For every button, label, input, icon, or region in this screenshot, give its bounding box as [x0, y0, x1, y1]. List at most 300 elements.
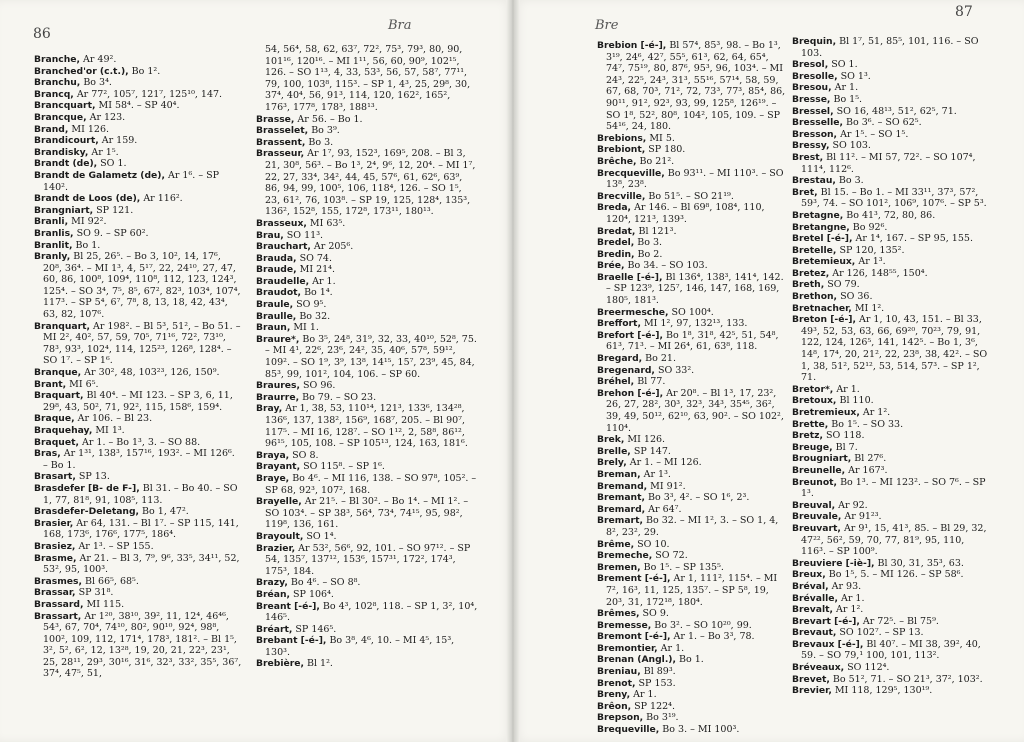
entry-references: Bo 32. — [296, 310, 331, 322]
entry-references: SO 36. — [837, 291, 873, 303]
entry-surname: Brayoult, — [256, 530, 304, 542]
index-entry — [256, 658, 478, 670]
entry-surname: Breton [-é-], — [792, 314, 856, 326]
index-entry — [256, 148, 478, 218]
entry-references: Ar 1³. — [855, 256, 886, 268]
index-entry — [792, 465, 992, 477]
index-entry — [792, 558, 992, 570]
entry-surname: Breux, — [792, 569, 826, 581]
entry-surname: Braudot, — [256, 287, 302, 299]
entry-references: Ar 91²³. — [841, 511, 882, 523]
entry-surname: Brauda, — [256, 252, 297, 264]
entry-surname: Breth, — [792, 279, 825, 291]
entry-references: Bo 1⁵, 5. – MI 126. – SP 58⁶. — [825, 569, 964, 581]
index-entry — [256, 589, 478, 601]
entry-references: Bo 3. — [305, 136, 334, 148]
entry-references: SO 112⁴. — [844, 662, 890, 674]
entry-surname: Bréan, — [256, 588, 290, 600]
entry-surname: Bregenard, — [597, 364, 655, 376]
index-entry — [792, 175, 992, 187]
index-entry — [256, 601, 478, 624]
entry-surname: Brette, — [792, 418, 829, 430]
index-entry — [597, 133, 787, 145]
entry-references: MI 5. — [646, 132, 675, 144]
entry-references: Bl 89³. — [640, 666, 676, 678]
entry-references: SO 9⁵. — [293, 299, 327, 311]
entry-references: Bl 66⁵, 68⁵. — [81, 575, 139, 587]
entry-references: Ar 1³¹, 138³, 157¹⁶, 193². – MI 126⁶. – Bo 1. — [43, 448, 235, 471]
entry-surname: Brevalt, — [792, 604, 833, 616]
entry-references: Bl 136⁴, 138³, 141⁴, 142. – SP 123⁹, 125⁷, 146, 147, 168, 169, 180⁵, 181³. — [606, 271, 784, 307]
index-entry — [256, 496, 478, 531]
index-entry — [597, 237, 787, 249]
entry-references: SO 8. — [289, 449, 319, 461]
entry-surname: Braquehay, — [34, 425, 93, 436]
entry-surname: Brévalle, — [792, 592, 838, 604]
index-entry — [34, 506, 242, 518]
index-entry — [792, 384, 992, 396]
entry-surname: Braure*, — [256, 333, 300, 345]
index-entry — [597, 365, 787, 377]
index-entry — [792, 222, 992, 234]
entry-surname: Brasselet, — [256, 125, 309, 137]
entry-surname: Bremant, — [597, 492, 645, 504]
right-page — [513, 0, 1024, 742]
entry-references: Ar 1. — [837, 592, 865, 604]
entry-surname: Breuval, — [792, 499, 836, 511]
entry-references: SP 121. — [93, 204, 134, 216]
index-entry — [792, 604, 992, 616]
entry-surname: Bregard, — [597, 353, 643, 365]
entry-references: Ar 1⁵. – SO 1⁵. — [837, 128, 909, 140]
entry-surname: Bredel, — [597, 237, 635, 249]
entry-surname: Braures, — [256, 380, 300, 392]
entry-surname: Branli, — [34, 216, 69, 228]
entry-surname: Brayelle, — [256, 496, 302, 508]
entry-references: SP 153. — [635, 677, 676, 689]
entry-surname: Branque, — [34, 367, 82, 379]
index-entry — [792, 152, 992, 175]
entry-surname: Braurre, — [256, 391, 300, 403]
index-entry — [792, 140, 992, 152]
entry-references: Bo 4⁶. – MI 116, 138. – SO 97⁸, 105². – SP 68, 92³, 107², 168. — [265, 472, 477, 496]
entry-surname: Bremart, — [597, 515, 643, 527]
index-entry — [597, 666, 787, 678]
index-entry — [34, 100, 242, 112]
entry-references: Bo 1⁵. – SP 135⁵. — [640, 561, 724, 573]
entry-surname: Bresou, — [792, 82, 832, 94]
entry-surname: Bret, — [792, 186, 818, 198]
entry-surname: Brême, — [597, 538, 635, 550]
index-entry — [792, 256, 992, 268]
entry-references: Ar 1. — [309, 275, 336, 287]
entry-references: Bl 31. – Bo 40. – SO 1, 77, 81⁸, 91, 108⁵, 113. — [43, 482, 238, 506]
entry-references: SP 120, 135². — [836, 244, 905, 256]
entry-surname: Brevart [-é-], — [792, 615, 860, 627]
entry-references: Bo 21². — [636, 155, 675, 167]
entry-references: SO 1. — [828, 59, 858, 71]
entry-references: Ar 20⁸. – Bl 1³, 17, 23², 26, 27, 28², 30³, 32³, 34³, 35⁴⁵, 36², 39, 49, 50¹², 62¹⁰, 63, 90². – SO 102², 110⁴. — [606, 387, 784, 434]
entry-surname: Brebions, — [597, 132, 647, 144]
entry-surname: Breermesche, — [597, 306, 669, 318]
entry-surname: Braule, — [256, 299, 294, 311]
index-entry — [34, 576, 242, 588]
index-entry — [34, 240, 242, 252]
entry-references: SO 1. — [97, 158, 127, 170]
entry-references: MI 1². — [851, 302, 885, 314]
entry-references: Bl 7. — [832, 441, 858, 453]
entry-references: Bo 1⁵. – SO 33. — [828, 418, 904, 430]
index-entry — [34, 587, 242, 599]
entry-surname: Braya, — [256, 449, 290, 461]
entry-references: Bo 3³, 4². – SO 1⁶, 2³. — [644, 492, 750, 504]
index-entry — [792, 662, 992, 674]
entry-references: Ar 9¹, 15, 41³, 85. – Bl 29, 32, 47²², 56², 59, 70, 77, 81⁹, 95, 110, 116³. – SP 100⁹. — [801, 522, 987, 558]
entry-surname: Branly, — [34, 251, 71, 263]
entry-surname: Brebiont, — [597, 144, 646, 156]
index-entry — [597, 724, 787, 736]
index-entry — [34, 54, 242, 66]
index-entry — [792, 129, 992, 141]
index-entry — [597, 492, 787, 504]
entry-references: Ar 56. – Bo 1. — [294, 113, 363, 125]
entry-surname: Brenot, — [597, 677, 636, 689]
entry-references: Bo 1. — [72, 239, 101, 251]
entry-references: Ar 1⁵. — [88, 146, 119, 158]
entry-surname: Brazy, — [256, 577, 288, 589]
index-entry — [34, 367, 242, 379]
index-entry — [597, 481, 787, 493]
entry-surname: Brefort [-é-], — [597, 329, 663, 341]
entry-references: SO 33². — [654, 364, 695, 376]
entry-references: Bo 3. – MI 100³. — [659, 724, 740, 736]
entry-surname: Brevaut, — [792, 627, 837, 639]
entry-references: Bl 25, 26⁵. – Bo 3, 10², 14, 17⁶, 20⁸, 36⁴. – MI 1³, 4, 5¹⁷, 22, 24¹⁰, 27, 47, 60, 86, 100⁸, 109⁴, 110⁸, 112, 123, 124³, 125⁴. – SO 3⁴, 7⁵, 8⁵, 67², 82³, 103⁴, 107⁴, 117³. – SP 5⁴, 6⁷, 7⁸, 8, 13, 18, 42, 43⁴, 63, 82, 107⁶. — [43, 251, 241, 321]
index-entry — [792, 291, 992, 303]
entry-references: Ar 167³. — [845, 464, 888, 476]
entry-surname: Brevet, — [792, 673, 830, 685]
index-entry — [597, 469, 787, 481]
entry-surname: Brevaux [-é-], — [792, 638, 864, 650]
entry-surname: Brement [-é-], — [597, 573, 671, 585]
entry-references: Ar 1³. – SP 155. — [75, 540, 154, 552]
entry-surname: Bréveaux, — [792, 662, 845, 674]
entry-surname: Breuviere [-iè-], — [792, 557, 875, 569]
entry-surname: Bray, — [256, 403, 283, 415]
index-entry — [256, 403, 478, 449]
index-entry — [256, 531, 478, 543]
entry-surname: Bras, — [34, 448, 61, 460]
entry-references: Bo 41³, 72, 80, 86. — [843, 209, 936, 221]
entry-references: Bo 93¹¹. – MI 110³. – SO 13⁸, 23⁸. — [606, 167, 784, 191]
entry-references: Bo 3². – SO 10²⁰, 99. — [651, 619, 752, 631]
index-entry — [597, 631, 787, 643]
index-entry — [792, 245, 992, 257]
page-number-right: 87 — [955, 4, 973, 20]
entry-references: SO 10. — [634, 538, 670, 550]
entry-surname: Brepson, — [597, 712, 644, 724]
index-entry — [256, 392, 478, 404]
index-entry — [256, 635, 478, 658]
entry-references: Bl 77. — [634, 376, 666, 388]
entry-surname: Brasdefer [B- de F-], — [34, 482, 140, 494]
entry-surname: Breny, — [597, 689, 631, 701]
index-entry — [792, 500, 992, 512]
entry-references: Bo 3. — [835, 175, 864, 187]
index-entry — [34, 193, 242, 205]
entry-surname: Brandt de Loos (de), — [34, 193, 141, 205]
entry-references: Bo 1³. – MI 123². – SO 7⁶. – SP 1³. — [801, 476, 986, 500]
entry-surname: Brest, — [792, 151, 824, 163]
entry-references: Ar 64, 131. – Bl 1⁷. – SP 115, 141, 168, 173⁶, 176⁶, 177⁵, 186⁴. — [43, 517, 239, 541]
entry-references: MI 118, 129⁵, 130¹⁹. — [831, 685, 933, 697]
entry-references: Ar 1. – Bo 1³, 3. – SO 88. — [78, 436, 201, 448]
entry-surname: Bremeche, — [597, 550, 653, 562]
entry-surname: Braye, — [256, 472, 290, 484]
entry-surname: Breuvale, — [792, 511, 842, 523]
index-entry — [792, 210, 992, 222]
entry-surname: Braulle, — [256, 310, 297, 322]
index-entry — [597, 40, 787, 133]
entry-references: 54, 56⁴, 58, 62, 63⁷, 72², 75³, 79³, 80, 90, 101¹⁶, 120¹⁶. – MI 1¹¹, 56, 60, 90⁹, 102¹⁵, 126. – SO 1¹³, 4, 33, 53³, 56, 57, 58⁷, 77¹¹, 79, 100, 103⁸, 115³. – SP 1, 4³, 25, 29⁸, 30, 37⁴, 40⁴, 56, 91³, 114, 120, 162², 165², 176³, 177⁸, 178³, 188¹³. — [265, 44, 471, 113]
book-gutter — [506, 0, 520, 742]
entry-surname: Brau, — [256, 229, 284, 241]
entry-references: Bo 3. — [634, 237, 663, 249]
index-entry — [34, 611, 242, 681]
index-entry — [792, 419, 992, 431]
entry-surname: Breniau, — [597, 666, 641, 678]
entry-surname: Bresson, — [792, 128, 838, 140]
index-entry — [34, 413, 242, 425]
index-column-right-2 — [792, 36, 992, 697]
index-entry — [256, 253, 478, 265]
entry-surname: Branlis, — [34, 227, 74, 239]
entry-surname: Brasdefer-Deletang, — [34, 506, 140, 518]
entry-surname: Bréhel, — [597, 376, 635, 388]
index-entry — [256, 322, 478, 334]
entry-references: Ar 30², 48, 103²³, 126, 150⁹. — [81, 367, 220, 379]
index-entry — [597, 712, 787, 724]
entry-references: Ar 21. – Bl 3, 7⁹, 9⁶, 33⁵, 34¹¹, 52, 53², 95, 100³. — [43, 552, 240, 576]
index-entry — [34, 170, 242, 193]
entry-references: Ar 64⁷. — [645, 503, 682, 515]
entry-surname: Brancquart, — [34, 100, 96, 112]
index-entry — [792, 233, 992, 245]
entry-references: Ar 1, 10, 43, 151. – Bl 33, 49³, 52, 53, 63, 66, 69²⁰, 70²³, 79, 91, 122, 124, 126⁵, 141, 142⁵. – Bo 1, 3⁶, 14⁸, 17⁴, 20, 21², 22, 23⁸, 38, 42². – SO 1, 38, 51², 52¹², 53, 514, 57³. – SP 1², 71. — [801, 314, 988, 384]
entry-surname: Brequeville, — [597, 724, 660, 736]
entry-references: Bl 110. — [836, 395, 874, 407]
index-entry — [792, 453, 992, 465]
entry-references: MI 92². — [68, 216, 107, 228]
index-entry — [792, 117, 992, 129]
entry-references: Bo 1⁴. — [301, 287, 333, 299]
entry-references: Ar 93. — [828, 580, 862, 592]
entry-references: MI 1³. — [92, 425, 125, 436]
entry-surname: Brandisky, — [34, 146, 89, 158]
index-entry — [597, 678, 787, 690]
entry-references: Ar 146. – Bl 69⁸, 108⁴, 110, 120⁴, 121³, 139³. — [606, 202, 765, 225]
index-entry — [597, 226, 787, 238]
entry-references: Bo 79. – SO 23. — [299, 391, 377, 403]
entry-references: Ar 1². — [833, 604, 864, 616]
entry-references: Bo 3⁶. – SO 62⁵. — [842, 117, 922, 129]
entry-surname: Brasseur, — [256, 148, 305, 160]
index-entry — [792, 616, 992, 628]
index-entry — [34, 599, 242, 611]
index-entry — [34, 77, 242, 89]
entry-references: Bo 3⁵, 24⁸, 31⁹, 32, 33, 40¹⁰, 52⁸, 75. – MI 4¹, 22⁶, 23⁶, 24², 35, 40⁶, 57⁸, 59¹², 109². – SO 1⁹, 3⁹, 13⁸, 14¹⁵, 15⁷, 23⁹, 45, 84, 85³, 99, 101², 104, 106. – SP 60. — [265, 333, 477, 380]
entry-references: Bo 1⁵. — [830, 93, 863, 105]
entry-references: Bo 1². — [128, 65, 161, 77]
entry-references: Ar 1²⁰, 38¹⁰, 39², 11, 12⁴, 46⁴⁶, 54³, 67, 70⁴, 74¹⁰, 80², 90¹⁰, 92⁴, 98⁸, 100², 109, 112, 171⁴, 178³, 181². – Bl 1⁵, 3², 5², 6², 12, 13²⁸, 19, 20, 21, 22³, 23¹, 25, 28¹¹, 29³, 30¹⁶, 31⁶, 32³, 33², 35⁵, 36⁷, 37⁴, 47⁵, 51, — [43, 610, 242, 680]
entry-surname: Bremen, — [597, 561, 641, 573]
entry-surname: Branched'or (c.t.), — [34, 65, 129, 77]
index-entry — [256, 114, 478, 126]
index-entry — [256, 218, 478, 230]
entry-references: Ar 21⁵. – Bl 30². – Bo 1⁴. – MI 1². – SO 103⁴. – SP 38³, 56⁴, 73⁴, 74¹⁵, 95, 98², 119⁸, 136, 161. — [265, 496, 469, 531]
index-entry — [34, 483, 242, 506]
entry-references: Bo 3⁸, 4⁶, 10. – MI 4⁵, 15³, 130³. — [265, 635, 455, 658]
entry-references: Ar 1³. — [640, 468, 671, 480]
index-entry — [597, 168, 787, 191]
index-entry — [34, 437, 242, 449]
entry-surname: Braelle [-é-], — [597, 271, 663, 283]
entry-references: Ar 1². — [859, 407, 891, 418]
entry-references: SO 102⁷. – SP 13. — [836, 627, 924, 639]
entry-references: Bl 57⁴, 85³, 98. – Bo 1³, 3¹⁹, 24⁶, 42⁷, 55⁵, 61³, 62, 64, 65⁴, 74⁷, 75¹⁹, 80, 87⁶, 95³, 96, 103⁴. – MI 24³, 22⁵, 24³, 31³, 55¹⁶, 57¹⁴, 58, 59, 67, 68, 70³, 71², 72, 73³, 77³, 85⁴, 86, 90¹¹, 91², 92³, 93, 99, 125⁸, 126¹⁹. – SO 1⁸, 52², 80⁸, 104², 105, 109. – SP 54¹⁶, 24, 180. — [606, 40, 786, 133]
entry-surname: Bressel, — [792, 105, 834, 117]
entry-surname: Bretremieux, — [792, 407, 860, 418]
entry-references: Bl 11². – MI 57, 72². – SO 107⁴, 111⁴, 112⁶. — [801, 151, 976, 175]
index-entry — [34, 228, 242, 240]
index-entry — [256, 624, 478, 636]
index-entry — [597, 318, 787, 330]
entry-references: SO 74. — [296, 252, 332, 264]
index-entry — [597, 260, 787, 272]
index-entry — [597, 643, 787, 655]
index-column-left-2 — [256, 44, 478, 670]
entry-surname: Breunot, — [792, 476, 838, 488]
index-entry — [256, 461, 478, 473]
entry-references: SP 122⁴. — [631, 700, 676, 712]
entry-surname: Braude, — [256, 264, 297, 276]
entry-references: Bl 27⁶. — [851, 453, 887, 465]
index-entry — [34, 251, 242, 321]
entry-references: Ar 53², 56⁶, 92, 101. – SO 97¹². – SP 54, 135⁷, 137¹², 153⁶, 157³¹, 172², 174³, 175³, 184. — [265, 542, 471, 577]
entry-references: SO 100⁴. — [668, 306, 714, 318]
index-entry — [597, 249, 787, 261]
entry-references: Ar 1. — [657, 642, 685, 654]
entry-references: Bo 51², 71. – SO 21³, 37², 103². — [829, 673, 983, 685]
index-entry — [792, 523, 992, 558]
index-entry — [597, 434, 787, 446]
entry-surname: Brequin, — [792, 36, 837, 47]
index-entry — [597, 156, 787, 168]
entry-references: Ar 205⁶. — [310, 241, 354, 253]
index-entry — [792, 94, 992, 106]
entry-references: Ar 198². – Bl 5³, 51², – Bo 51. – MI 2², 40², 57, 59, 70⁵, 71¹⁶, 72², 73¹⁰, 78³, 93³, 102⁴, 114, 125²³, 126⁸, 128⁴. – SO 1⁷. – SP 1⁶. — [43, 320, 241, 367]
entry-surname: Brêmes, — [597, 608, 640, 620]
index-entry — [256, 125, 478, 137]
index-entry — [597, 515, 787, 538]
entry-surname: Brevier, — [792, 685, 832, 697]
index-entry — [792, 407, 992, 419]
entry-surname: Brauchart, — [256, 241, 311, 253]
entry-references: Ar 1. – Bo 3³, 78. — [670, 631, 755, 643]
index-entry — [597, 307, 787, 319]
entry-references: MI 1², 97, 132¹³, 133. — [640, 318, 748, 330]
entry-surname: Brayant, — [256, 461, 301, 473]
index-entry — [597, 701, 787, 713]
index-entry — [792, 442, 992, 454]
index-entry — [597, 388, 787, 434]
entry-references: SO 103. — [829, 140, 871, 152]
entry-references: Ar 49². — [79, 54, 117, 65]
entry-references: Bl 40⁴. – MI 123. – SP 3, 6, 11, 29⁸, 43, 50², 71, 92², 115, 158⁶, 159⁴. — [43, 390, 233, 413]
index-entry — [597, 654, 787, 666]
entry-surname: Bressy, — [792, 140, 830, 152]
entry-references: Ar 72⁵. – Bl 75⁹. — [859, 615, 939, 627]
entry-surname: Brant, — [34, 378, 67, 390]
index-entry — [597, 562, 787, 574]
index-entry — [34, 205, 242, 217]
entry-surname: Bretez, — [792, 267, 830, 279]
index-entry — [792, 674, 992, 686]
index-entry — [256, 241, 478, 253]
index-entry — [792, 187, 992, 210]
entry-surname: Brelle, — [597, 445, 631, 457]
entry-references: Ar 1. — [831, 82, 859, 94]
index-entry — [256, 380, 478, 392]
entry-surname: Brebant [-é-], — [256, 635, 327, 647]
entry-surname: Bretor*, — [792, 383, 834, 395]
entry-surname: Bréval, — [792, 580, 829, 592]
entry-references: Bl 1⁷, 51, 85⁵, 101, 116. – SO 103. — [801, 36, 979, 59]
index-entry — [597, 191, 787, 203]
entry-references: Bo 4⁶. – SO 8⁸. — [287, 577, 361, 589]
index-entry — [792, 430, 992, 442]
entry-surname: Bréart, — [256, 623, 293, 635]
entry-references: SO 11³. — [283, 229, 324, 241]
entry-surname: Bremand, — [597, 480, 648, 492]
index-entry — [34, 553, 242, 576]
entry-references: MI 6⁵. — [66, 378, 99, 390]
entry-references: MI 63⁵. — [306, 217, 346, 229]
entry-surname: Brassent, — [256, 136, 306, 148]
entry-surname: Braquet, — [34, 436, 79, 448]
entry-references: Bo 92⁶. — [849, 221, 888, 233]
entry-references: Ar 92. — [835, 499, 868, 511]
index-entry — [792, 685, 992, 697]
index-entry — [34, 425, 242, 437]
entry-references: Bo 32. – MI 1², 3. – SO 1, 4, 8², 23², 29. — [606, 515, 779, 538]
index-entry — [256, 577, 478, 589]
entry-surname: Bretel [-é-], — [792, 233, 853, 245]
entry-surname: Braque, — [34, 413, 75, 425]
entry-references: MI 58⁴. – SP 40⁴. — [95, 100, 180, 112]
entry-references: Bl 121³. — [635, 225, 677, 237]
index-entry — [256, 299, 478, 311]
entry-references: MI 91². — [647, 480, 686, 492]
entry-surname: Brasse, — [256, 113, 295, 125]
entry-references: MI 1. — [290, 322, 319, 334]
entry-references: Bl 1². — [303, 658, 333, 670]
index-entry — [34, 89, 242, 101]
index-entry — [34, 321, 242, 367]
entry-surname: Breuge, — [792, 441, 833, 453]
entry-references: SO 9. – SP 60². — [73, 227, 149, 239]
index-entry — [34, 541, 242, 553]
